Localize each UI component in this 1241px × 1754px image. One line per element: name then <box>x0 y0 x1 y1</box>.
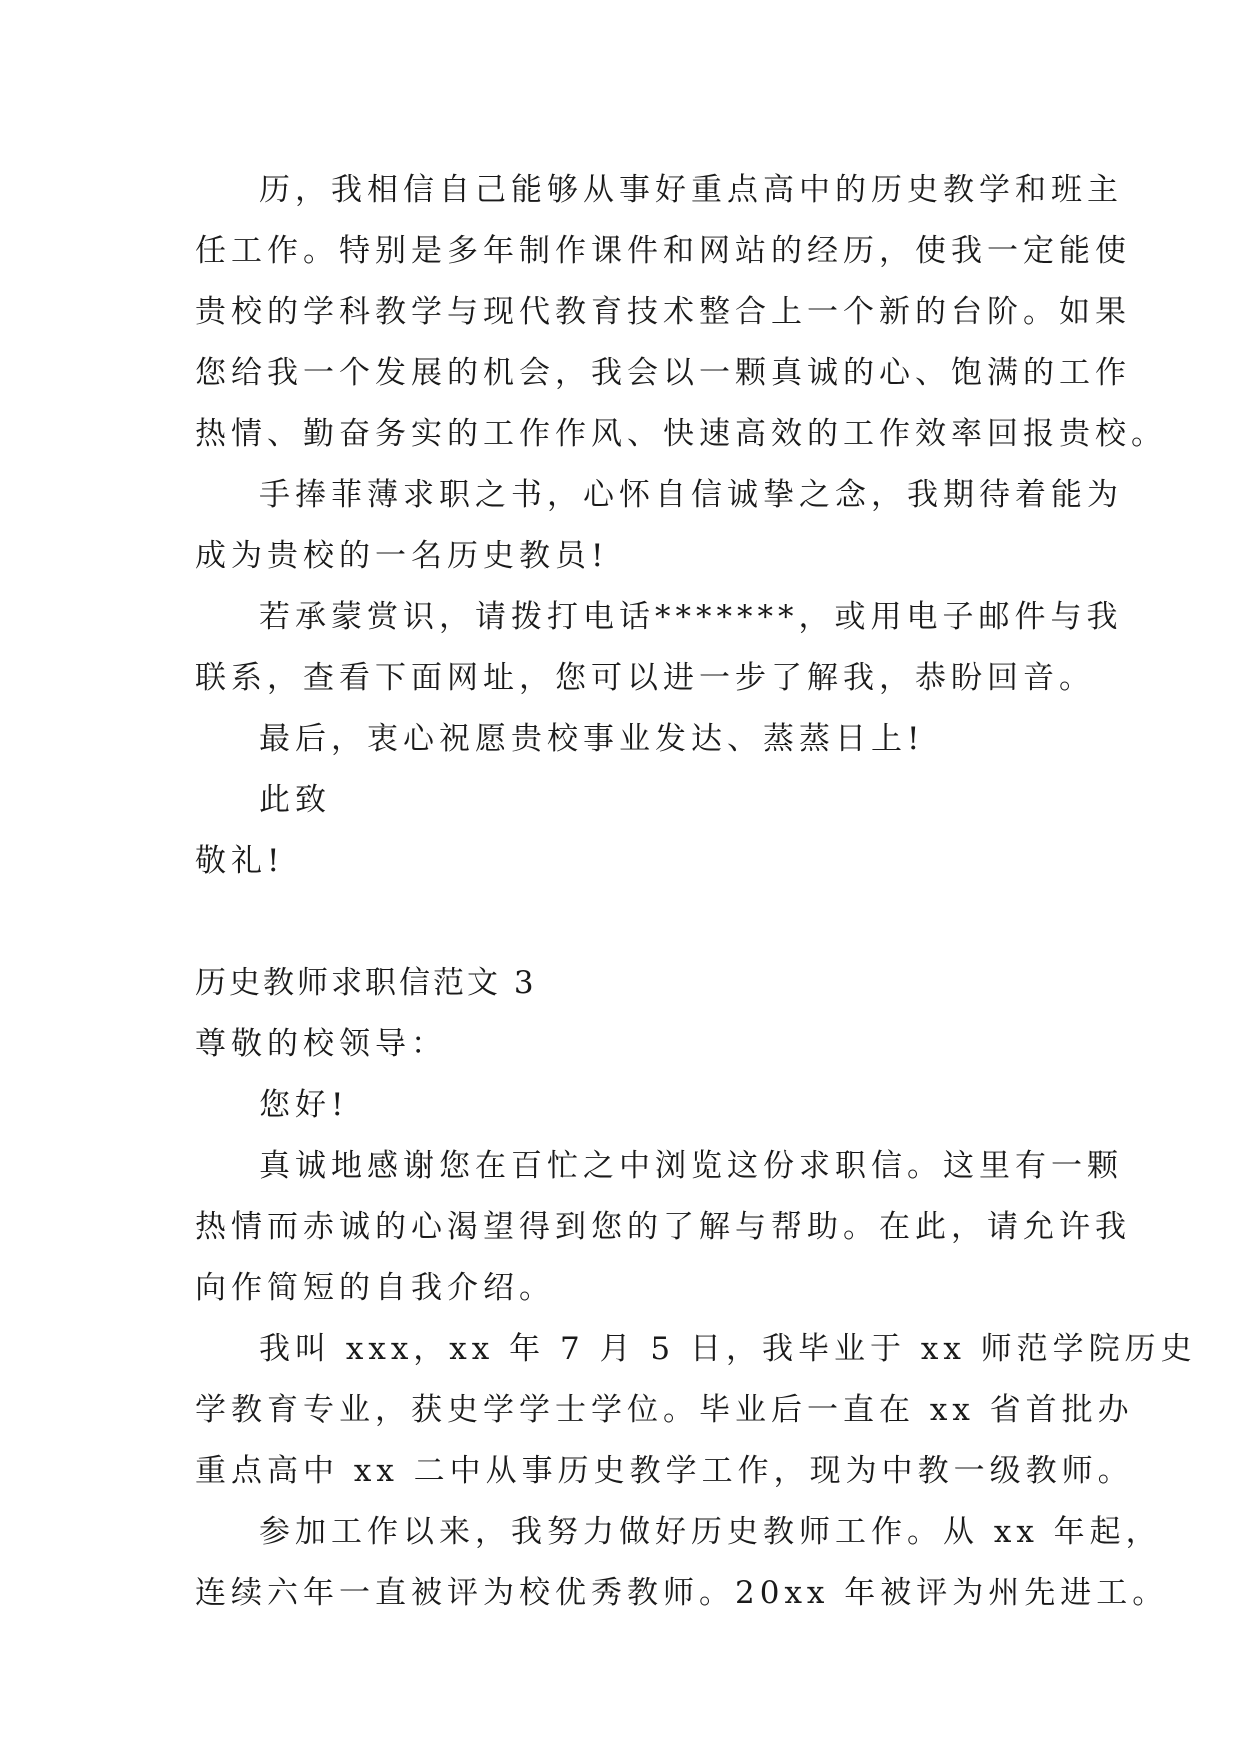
regards: 敬礼! <box>195 843 285 879</box>
body-line: 向作简短的自我介绍。 <box>195 1270 555 1306</box>
body-line: 学教育专业，获史学学士学位。毕业后一直在 xx 省首批办 <box>195 1392 1134 1428</box>
body-line: 热情、勤奋务实的工作作风、快速高效的工作效率回报贵校。 <box>195 416 1167 452</box>
salutation-close: 此致 <box>259 782 331 818</box>
greeting: 尊敬的校领导： <box>195 1026 447 1062</box>
body-line: 贵校的学科教学与现代教育技术整合上一个新的台阶。如果 <box>195 294 1131 330</box>
closing-wish: 最后，衷心祝愿贵校事业发达、蒸蒸日上! <box>259 721 925 757</box>
section-gap <box>195 892 1075 953</box>
body-line: 真诚地感谢您在百忙之中浏览这份求职信。这里有一颗 <box>259 1148 1123 1184</box>
body-line: 热情而赤诚的心渴望得到您的了解与帮助。在此，请允许我 <box>195 1209 1131 1245</box>
body-line: 您给我一个发展的机会，我会以一颗真诚的心、饱满的工作 <box>195 355 1131 391</box>
section-title: 历史教师求职信范文 3 <box>195 965 537 1001</box>
body-line: 手捧菲薄求职之书，心怀自信诚挚之念，我期待着能为 <box>259 477 1123 513</box>
body-line: 历，我相信自己能够从事好重点高中的历史教学和班主 <box>259 172 1123 208</box>
letter-body <box>195 160 1197 1624</box>
hello: 您好! <box>259 1087 349 1123</box>
body-line: 重点高中 xx 二中从事历史教学工作，现为中教一级教师。 <box>195 1453 1134 1489</box>
body-line: 若承蒙赏识，请拨打电话*******，或用电子邮件与我 <box>259 599 1123 635</box>
body-line: 联系，查看下面网址，您可以进一步了解我，恭盼回音。 <box>195 660 1095 696</box>
body-line: 成为贵校的一名历史教员! <box>195 538 609 574</box>
body-line: 连续六年一直被评为校优秀教师。20xx 年被评为州先进工。 <box>195 1575 1169 1611</box>
body-line: 参加工作以来，我努力做好历史教师工作。从 xx 年起， <box>259 1514 1162 1550</box>
body-line: 我叫 xxx，xx 年 7 月 5 日，我毕业于 xx 师范学院历史 <box>259 1331 1197 1367</box>
body-line: 任工作。特别是多年制作课件和网站的经历，使我一定能使 <box>195 233 1131 269</box>
